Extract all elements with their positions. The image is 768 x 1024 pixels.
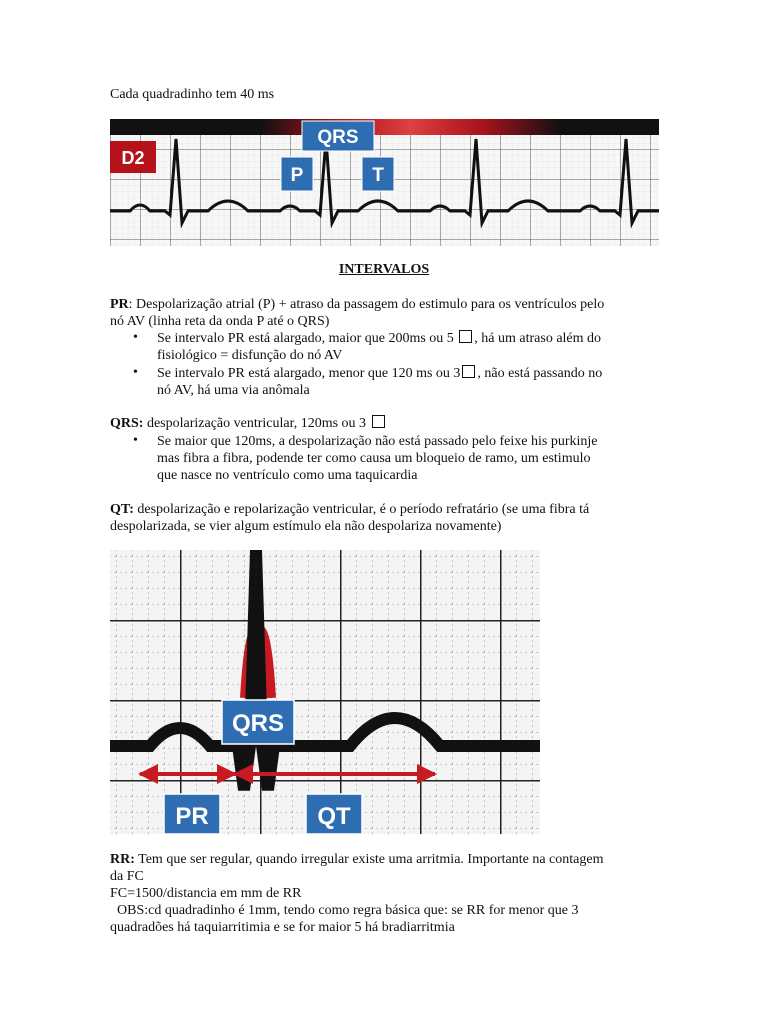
qrs-bullet-line-2: mas fibra a fibra, podende ter como causa um bloqueio de ramo, um estimulo xyxy=(157,451,591,466)
ecg-intervals-graphic xyxy=(110,550,540,834)
rr-line-5: quadradões há taquiarritimia e se for maior 5 há bradiarritmia xyxy=(110,920,455,935)
pr-bullet-2-text-b: , não está passando no xyxy=(477,366,603,381)
section-heading: INTERVALOS xyxy=(338,262,430,277)
square-symbol xyxy=(459,330,472,343)
qrs-label-zoom: QRS xyxy=(231,710,285,737)
pr-label: PR xyxy=(175,803,209,830)
pr-bullet-2-text-a: Se intervalo PR está alargado, menor que 120 ms ou 3 xyxy=(157,366,461,381)
qrs-text-1: despolarização ventricular, 120ms ou 3 xyxy=(143,416,367,431)
intro-text: Cada quadradinho tem 40 ms xyxy=(110,87,275,102)
qrs-bullet-line-3: que nasce no ventrículo como uma taquicardia xyxy=(157,468,418,483)
pr-term: PR xyxy=(110,297,129,312)
pr-line-1 xyxy=(110,296,604,313)
rr-line-1 xyxy=(110,851,603,868)
pr-bullet-1-text-b: , há um atraso além do xyxy=(474,331,602,346)
qt-term: QT: xyxy=(110,502,134,517)
pr-line-2: nó AV (linha reta da onda P até o QRS) xyxy=(110,314,330,329)
qt-label: QT xyxy=(317,803,351,830)
ecg-strip-d2 xyxy=(110,119,659,246)
t-label: T xyxy=(372,165,384,186)
bullet-dot: • xyxy=(133,330,138,345)
pr-text-1: : Despolarização atrial (P) + atraso da passagem do estimulo para os ventrículos pelo xyxy=(128,297,605,312)
square-symbol xyxy=(372,415,385,428)
ecg-intervals-diagram xyxy=(110,550,540,834)
rr-line-2: da FC xyxy=(110,869,144,884)
qt-line-1 xyxy=(110,501,589,518)
qrs-bullet-line-1: Se maior que 120ms, a despolarização não está passado pelo feixe his purkinje xyxy=(157,434,598,449)
rr-term: RR: xyxy=(110,852,135,867)
qrs-label: QRS xyxy=(317,127,359,148)
rr-text-1: Tem que ser regular, quando irregular existe uma arritmia. Importante na contagem xyxy=(134,852,604,867)
bullet-dot: • xyxy=(133,433,138,448)
qt-line-2: despolarizada, se vier algum estímulo ela não despolariza novamente) xyxy=(110,519,502,534)
qrs-term: QRS: xyxy=(110,416,144,431)
pr-bullet-1-text-a: Se intervalo PR está alargado, maior que 200ms ou 5 xyxy=(157,331,454,346)
ecg-strip-d2-graphic xyxy=(110,119,659,246)
pr-bullet-1-line-2: fisiológico = disfunção do nó AV xyxy=(157,348,343,363)
p-label: P xyxy=(290,165,304,186)
rr-line-3: FC=1500/distancia em mm de RR xyxy=(110,886,302,901)
bullet-dot: • xyxy=(133,365,138,380)
pr-bullet-1-line-1 xyxy=(157,330,601,347)
square-symbol xyxy=(462,365,475,378)
qrs-line-1 xyxy=(110,415,387,432)
pr-bullet-2-line-2: nó AV, há uma via anômala xyxy=(157,383,310,398)
qt-text-1: despolarização e repolarização ventricular, é o período refratário (se uma fibra tá xyxy=(133,502,590,517)
rr-line-4: OBS:cd quadradinho é 1mm, tendo como regra básica que: se RR for menor que 3 xyxy=(110,903,579,918)
lead-label: D2 xyxy=(121,148,145,168)
pr-bullet-2-line-1 xyxy=(157,365,602,382)
